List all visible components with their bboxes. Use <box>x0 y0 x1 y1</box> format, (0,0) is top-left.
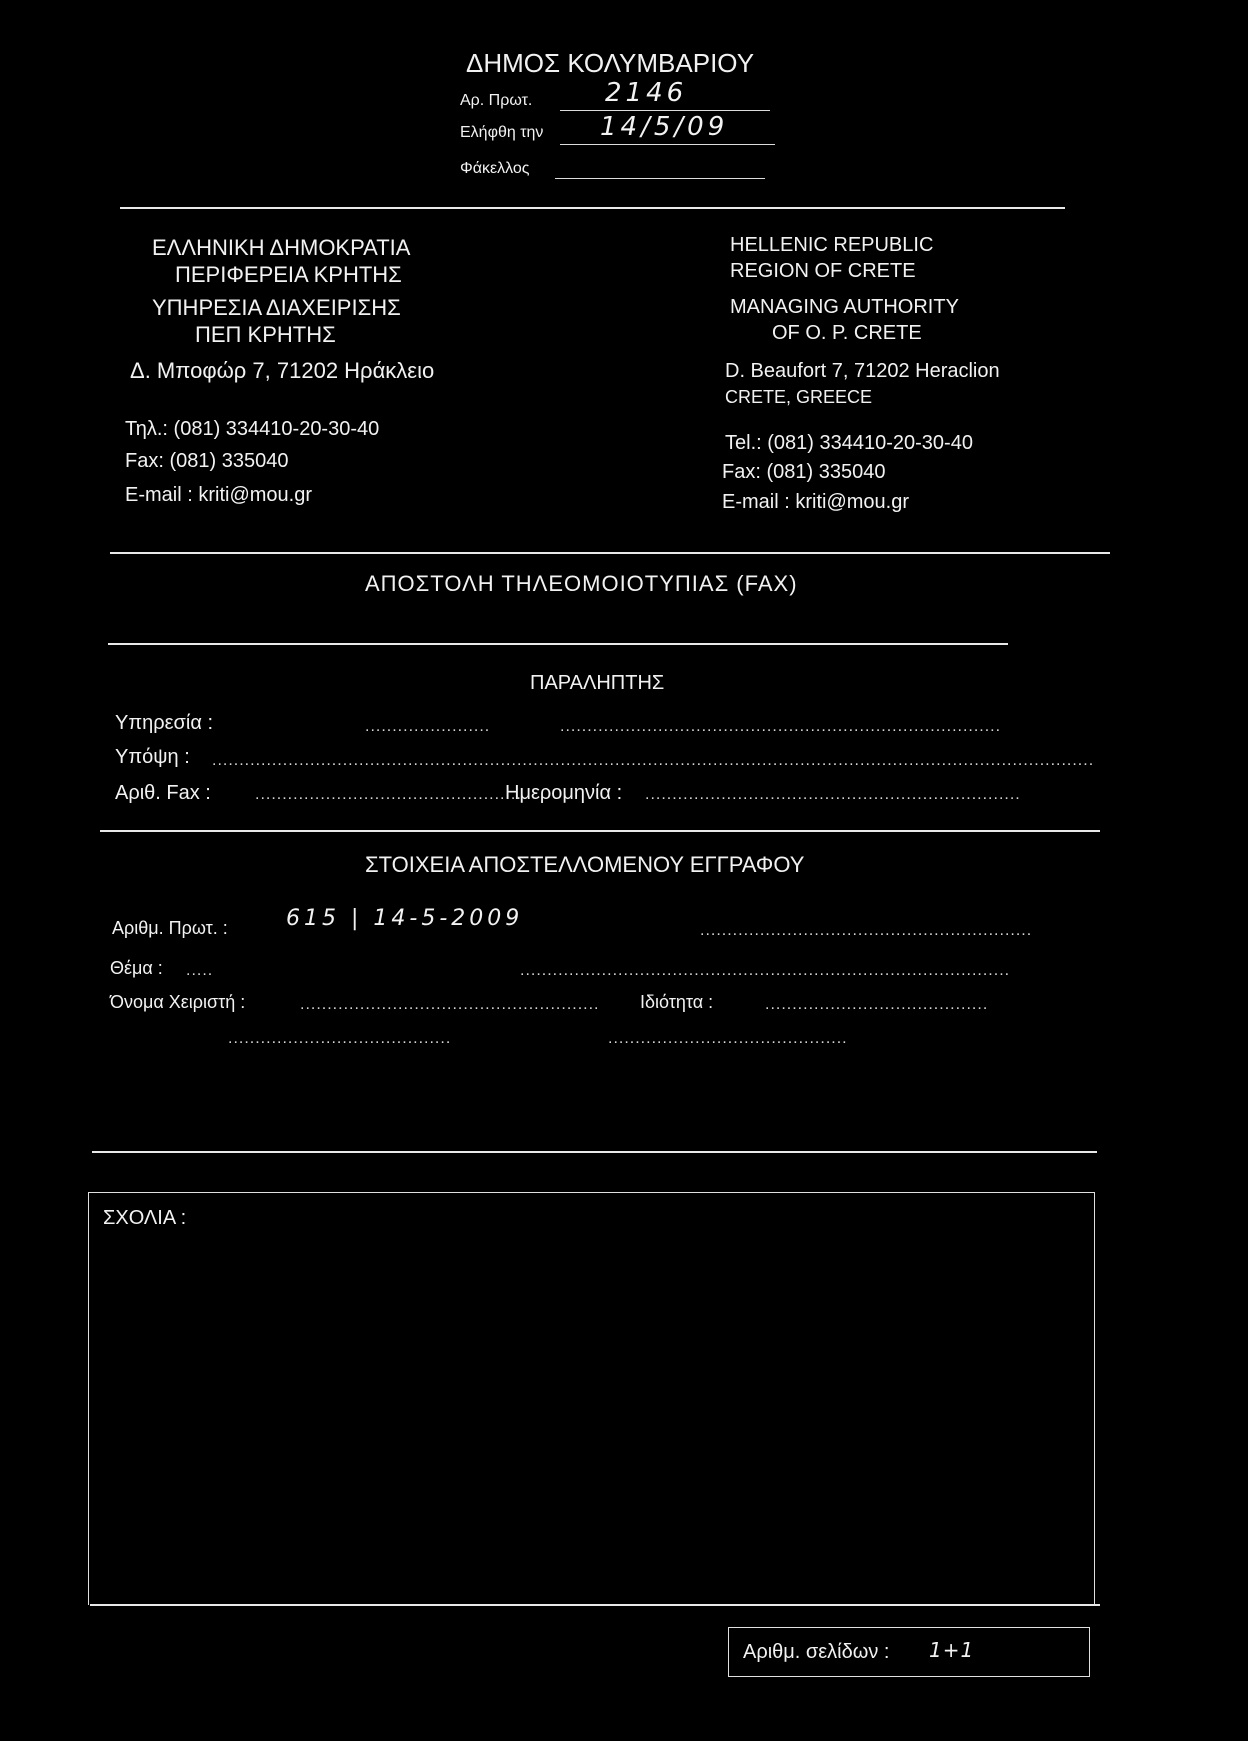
stamp-title: ΔΗΜΟΣ ΚΟΛΥΜΒΑΡΙΟΥ <box>466 48 755 78</box>
divider-bottom <box>90 1604 1100 1606</box>
subject-field-b[interactable]: .......................................................................................... <box>520 962 1011 979</box>
doc-prot-field[interactable]: ............................................................. <box>700 922 1033 939</box>
en-line2: REGION OF CRETE <box>730 260 916 282</box>
recipient-heading: ΠΑΡΑΛΗΠΤΗΣ <box>530 672 665 694</box>
en-line3: MANAGING AUTHORITY <box>730 296 959 318</box>
doc-prot-label: Αριθμ. Πρωτ. : <box>112 918 228 938</box>
stamp-folder-label: Φάκελλος <box>460 160 530 177</box>
handler-label: Όνομα Χειριστή : <box>110 992 246 1012</box>
fax-number-label: Αριθ. Fax : <box>115 782 211 804</box>
service-field[interactable]: ....................... <box>365 718 491 735</box>
divider-3 <box>108 643 1008 645</box>
gr-email: E-mail : kriti@mou.gr <box>125 484 312 506</box>
gr-tel: Τηλ.: (081) 334410-20-30-40 <box>125 418 380 440</box>
pages-value: 1+1 <box>929 1638 975 1662</box>
stamp-received-label: Ελήφθη την <box>460 124 544 141</box>
document-heading: ΣΤΟΙΧΕΙΑ ΑΠΟΣΤΕΛΛΟΜΕΝΟΥ ΕΓΓΡΑΦΟΥ <box>365 852 805 877</box>
gr-fax: Fax: (081) 335040 <box>125 450 289 472</box>
en-tel: Tel.: (081) 334410-20-30-40 <box>725 432 973 454</box>
role-label: Ιδιότητα : <box>640 992 714 1012</box>
pages-label: Αριθμ. σελίδων : <box>743 1641 890 1663</box>
en-address2: CRETE, GREECE <box>725 387 873 407</box>
gr-address: Δ. Μποφώρ 7, 71202 Ηράκλειο <box>130 358 435 383</box>
divider-top <box>120 207 1065 209</box>
en-line1: HELLENIC REPUBLIC <box>730 234 934 256</box>
comments-label: ΣΧΟΛΙΑ : <box>103 1207 187 1229</box>
comments-box[interactable] <box>88 1192 1095 1605</box>
pages-box <box>728 1627 1090 1677</box>
subject-label: Θέμα : <box>110 958 163 978</box>
gr-line3: ΥΠΗΡΕΣΙΑ ΔΙΑΧΕΙΡΙΣΗΣ <box>152 295 401 320</box>
stamp-prot-value: 2146 <box>605 78 688 108</box>
handler-field[interactable]: ....................................................... <box>300 996 600 1013</box>
divider-5 <box>92 1151 1097 1153</box>
subject-field-a[interactable]: ..... <box>186 962 214 979</box>
service-label: Υπηρεσία : <box>115 712 214 734</box>
role-field[interactable]: ......................................... <box>765 996 989 1013</box>
gr-line1: ΕΛΛΗΝΙΚΗ ΔΗΜΟΚΡΑΤΙΑ <box>152 235 411 260</box>
en-line4: OF O. P. CRETE <box>772 322 922 344</box>
date-label: Ημερομηνία : <box>505 782 623 804</box>
attention-label: Υπόψη : <box>115 746 190 768</box>
fax-title: ΑΠΟΣΤΟΛΗ ΤΗΛΕΟΜΟΙΟΤΥΠΙΑΣ (FAX) <box>365 571 798 596</box>
service-field-2[interactable]: ................................................................................. <box>560 718 1002 735</box>
extra-field-a[interactable]: ......................................... <box>228 1030 452 1047</box>
stamp-prot-label: Αρ. Πρωτ. <box>460 92 533 109</box>
en-address1: D. Beaufort 7, 71202 Heraclion <box>725 360 1000 382</box>
stamp-received-value: 14/5/09 <box>600 112 729 142</box>
en-email: E-mail : kriti@mou.gr <box>722 491 909 513</box>
en-fax: Fax: (081) 335040 <box>722 461 886 483</box>
gr-line4: ΠΕΠ ΚΡΗΤΗΣ <box>195 322 336 347</box>
divider-4 <box>100 830 1100 832</box>
fax-number-field[interactable]: ................................................. <box>255 786 522 803</box>
extra-field-b[interactable]: ............................................ <box>608 1030 848 1047</box>
divider-2 <box>110 552 1110 554</box>
doc-prot-value: 615 | 14-5-2009 <box>286 906 524 931</box>
gr-line2: ΠΕΡΙΦΕΡΕΙΑ ΚΡΗΤΗΣ <box>175 262 402 287</box>
date-field[interactable]: ..................................................................... <box>645 786 1021 803</box>
attention-field[interactable]: .................................................................................................................................................................. <box>212 752 1095 769</box>
